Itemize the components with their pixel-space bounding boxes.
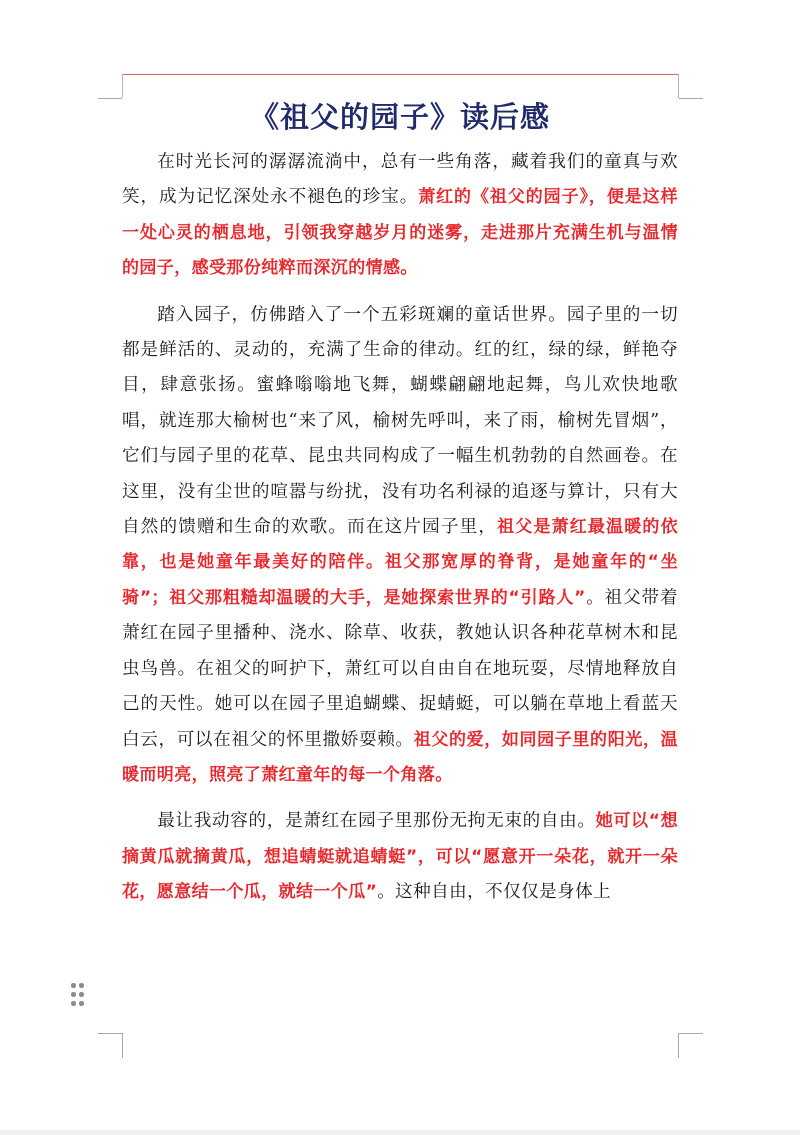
highlighted-text-run: 祖父是萧红最温暖的依靠，也是她童年最美好的陪伴。祖父那宽厚的脊背，是她童年的“坐骑”；祖父那粗糙却温暖的大手，是她探索世界的“引路人” — [122, 517, 678, 608]
text-run: 。祖父带着萧红在园子里播种、浇水、除草、收获，教她认识各种花草树木和昆虫鸟兽。在祖父的呵护下，萧红可以自由自在地玩耍，尽情地释放自己的天性。她可以在园子里追蝴蝶、捉蜻蜓，可以躺在草地上看蓝天白云，可以在祖父的怀里撒娇耍赖。 — [122, 587, 678, 750]
crop-mark-bottom-right — [678, 1033, 703, 1058]
text-run: 。这种自由，不仅仅是身体上 — [377, 882, 612, 903]
body-paragraph[interactable] — [122, 804, 678, 910]
text-run: 最让我动容的，是萧红在园子里那份无拘无束的自由。 — [157, 811, 596, 832]
drag-handle-icon[interactable] — [70, 983, 86, 1009]
highlighted-text-run: 祖父的爱，如同园子里的阳光，温暖而明亮，照亮了萧红童年的每一个角落。 — [122, 729, 678, 785]
header-rule — [122, 74, 679, 75]
body-paragraph[interactable] — [122, 145, 678, 287]
text-run: 在时光长河的潺潺流淌中，总有一些角落，藏着我们的童真与欢笑，成为记忆深处永不褪色的珍宝。 — [122, 152, 678, 208]
page-bottom-edge — [0, 1130, 800, 1135]
text-run: 踏入园子，仿佛踏入了一个五彩斑斓的童话世界。园子里的一切都是鲜活的、灵动的，充满了生命的律动。红的红，绿的绿，鲜艳夺目，肆意张扬。蜜蜂嗡嗡地飞舞，蝴蝶翩翩地起舞，鸟儿欢快地歌唱，就连那大榆树也“来了风，榆树先呼叫，来了雨，榆树先冒烟”，它们与园子里的花草、昆虫共同构成了一幅生机勃勃的自然画卷。在这里，没有尘世的喧嚣与纷扰，没有功名利禄的追逐与算计，只有大自然的馈赠和生命的欢歌。而在这片园子里， — [122, 304, 678, 538]
highlighted-text-run: 她可以“想摘黄瓜就摘黄瓜，想追蜻蜓就追蜻蜓”，可以“愿意开一朵花，就开一朵花，愿意结一个瓜，就结一个瓜” — [122, 811, 678, 903]
highlighted-text-run: 萧红的《祖父的园子》，便是这样一处心灵的栖息地，引领我穿越岁月的迷雾，走进那片充满生机与温情的园子，感受那份纯粹而深沉的情感。 — [122, 187, 678, 279]
body-paragraph[interactable] — [122, 298, 678, 794]
document-title[interactable]: 《祖父的园子》读后感 — [249, 100, 550, 134]
crop-mark-bottom-left — [98, 1033, 123, 1058]
document-body[interactable] — [122, 145, 678, 911]
